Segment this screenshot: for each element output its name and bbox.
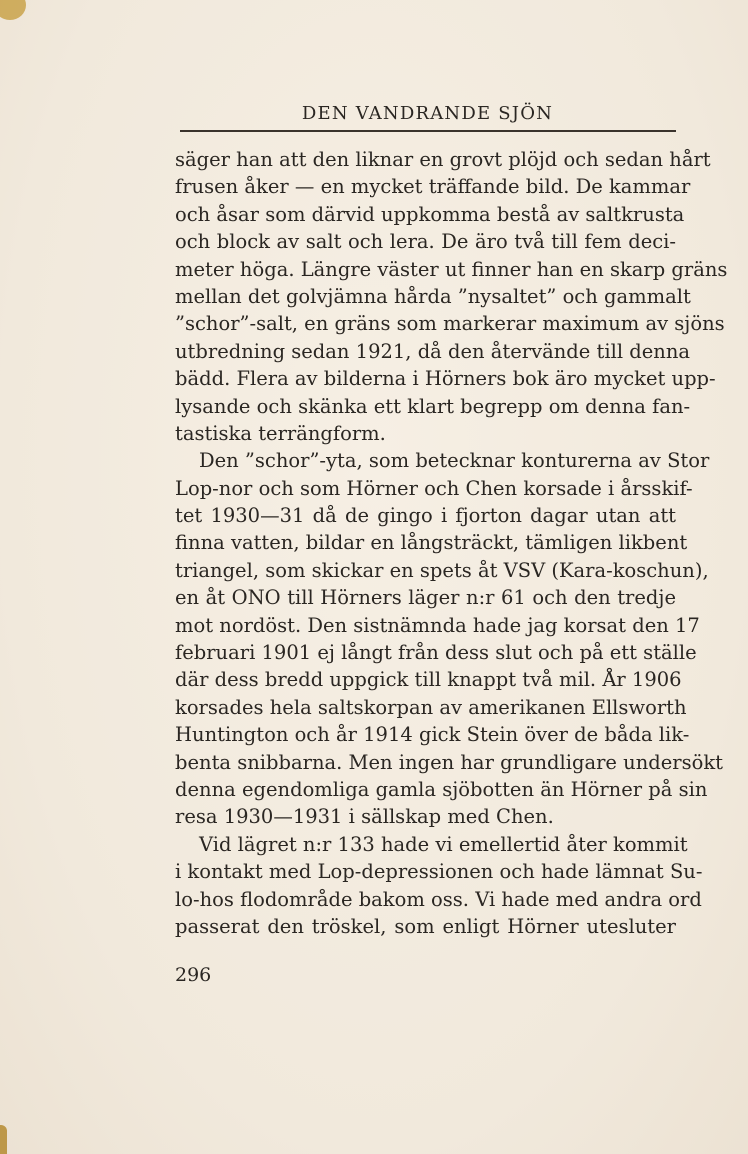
text-line: utbredning sedan 1921, då den återvände till denna	[175, 339, 691, 363]
header-rule	[180, 130, 676, 132]
text-line: bädd. Flera av bilderna i Hörners bok äro mycket upp-	[175, 367, 716, 391]
text-line: lysande och skänka ett klart begrepp om denna fan-	[175, 394, 691, 418]
text-line: lo-hos flodområde bakom oss. Vi hade med andra ord	[175, 887, 702, 911]
text-line: benta snibbarna. Men ingen har grundligare undersökt	[175, 750, 723, 774]
text-line: meter höga. Längre väster ut finner han en skarp gräns	[175, 257, 728, 281]
running-header: DEN VANDRANDE SJÖN	[301, 103, 554, 124]
edge-stain	[0, 1125, 7, 1154]
text-line: Lop-nor och som Hörner och Chen korsade i årsskif-	[175, 476, 693, 500]
text-line: mellan det golvjämna hårda ”nysaltet” och gammalt	[175, 284, 691, 308]
text-line: Huntington och år 1914 gick Stein över de båda lik-	[175, 723, 690, 747]
body-text	[175, 146, 728, 940]
text-line: finna vatten, bildar en långsträckt, tämligen likbent	[175, 531, 688, 555]
text-line: denna egendomliga gamla sjöbotten än Hörner på sin	[175, 777, 708, 801]
text-line: Den ”schor”-yta, som betecknar konturerna av Stor	[199, 449, 710, 473]
text-line: ”schor”-salt, en gräns som markerar maximum av sjöns	[175, 312, 725, 336]
text-line: en åt ONO till Hörners läger n:r 61 och den tredje	[175, 586, 676, 610]
text-line: tastiska terrängform.	[175, 421, 386, 445]
text-line: resa 1930—1931 i sällskap med Chen.	[175, 805, 554, 829]
text-line: passerat den tröskel, som enligt Hörner utesluter	[175, 914, 676, 938]
text-line: triangel, som skickar en spets åt VSV (Kara-koschun),	[175, 558, 709, 582]
text-line: frusen åker — en mycket träffande bild. De kammar	[175, 175, 691, 199]
text-line: korsades hela saltskorpan av amerikanen Ellsworth	[175, 695, 687, 719]
text-line: i kontakt med Lop-depressionen och hade lämnat Su-	[175, 860, 703, 884]
text-line: tet 1930—31 då de gingo i fjorton dagar utan att	[175, 504, 676, 528]
text-line: och åsar som därvid uppkomma bestå av saltkrusta	[175, 202, 685, 226]
text-line: mot nordöst. Den sistnämnda hade jag korsat den 17	[175, 613, 700, 637]
text-line: februari 1901 ej långt från dess slut och på ett ställe	[175, 641, 697, 665]
text-line: och block av salt och lera. De äro två till fem deci-	[175, 230, 676, 254]
text-line: Vid lägret n:r 133 hade vi emellertid åter kommit	[199, 832, 688, 856]
text-line: säger han att den liknar en grovt plöjd och sedan hårt	[175, 148, 711, 171]
text-line: där dess bredd uppgick till knappt två mil. År 1906	[175, 668, 682, 692]
page-number: 296	[175, 964, 212, 986]
